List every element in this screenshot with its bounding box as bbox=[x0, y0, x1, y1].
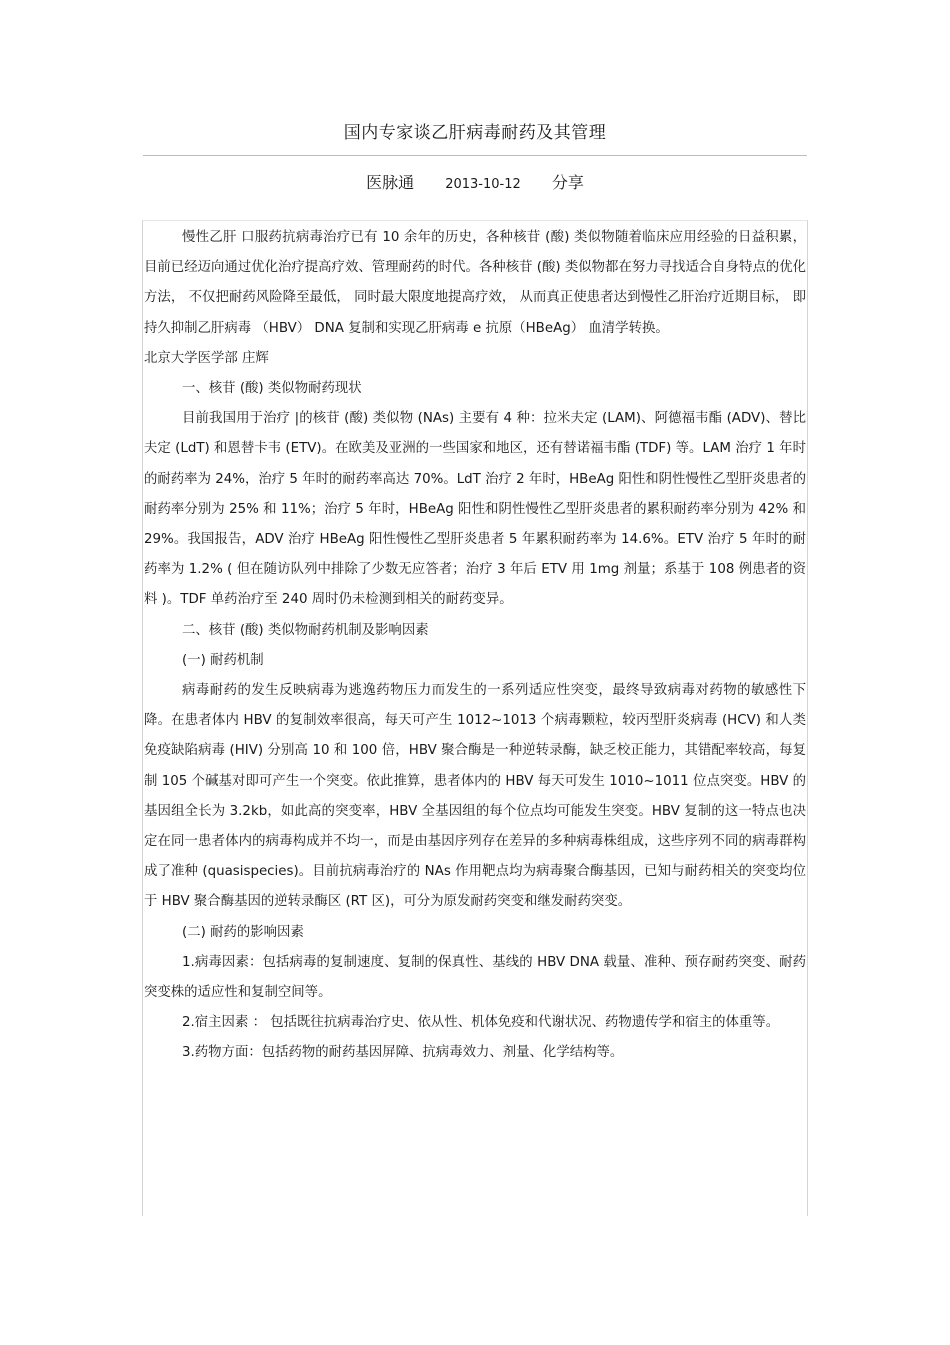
factor-host: 2.宿主因素 ： 包括既往抗病毒治疗史、依从性、机体免疫和代谢状况、药物遗传学和宿主的体重等。 bbox=[182, 1015, 780, 1031]
author-line: 北京大学医学部 庄辉 bbox=[144, 350, 269, 366]
publish-date: 2013-10-12 bbox=[445, 177, 521, 192]
section-heading-2: 二、核苷 (酸) 类似物耐药机制及影响因素 bbox=[182, 622, 429, 638]
resistance-status-paragraph: 目前我国用于治疗 |的核苷 (酸) 类似物 (NAs) 主要有 4 种：拉米夫定 (LAM)、阿德福韦酯 (ADV)、替比夫定 (LdT) 和恩替卡韦 (ETV)。在欧美及亚洲的一些国家和地区，还有替诺福韦酯 (TDF) 等。LAM 治疗 1 年时的耐药率为 24%，治疗 5 年时的耐药率高达 70%。LdT 治疗 2 年时，HBeAg 阳性和阴性慢性乙型肝炎患者的耐药率分别为 25% 和 11%；治疗 5 年时，HBeAg 阳性和阴性慢性乙型肝炎患者的累积耐药率分别为 42% 和 29%。我国报告，ADV 治疗 HBeAg 阳性慢性乙型肝炎患者 5 年累积耐药率为 14.6%。ETV 治疗 5 年时的耐药率为 1.2% ( 但在随访队列中排除了少数无应答者；治疗 3 年后 ETV 用 1mg 剂量；系基于 108 例患者的资料 )。TDF 单药治疗至 240 周时仍未检测到相关的耐药变异。 bbox=[144, 411, 806, 608]
subsection-heading-factors: (二) 耐药的影响因素 bbox=[182, 924, 304, 940]
section-heading-1: 一、核苷 (酸) 类似物耐药现状 bbox=[182, 381, 362, 397]
intro-paragraph: 慢性乙肝 口服药抗病毒治疗已有 10 余年的历史，各种核苷 (酸) 类似物随着临床应用经验的日益积累，目前已经迈向通过优化治疗提高疗效、管理耐药的时代。各种核苷 (酸) 类似物都在努力寻找适合自身特点的优化方法， 不仅把耐药风险降至最低， 同时最大限度地提高疗效， 从而真正使患者达到慢性乙肝治疗近期目标， 即持久抑制乙肝病毒 （HBV） DNA 复制和实现乙肝病毒 e 抗原（HBeAg） 血清学转换。 bbox=[144, 230, 806, 336]
subsection-heading-mechanism: (一) 耐药机制 bbox=[182, 652, 264, 668]
share-link[interactable]: 分享 bbox=[551, 173, 584, 192]
article-meta bbox=[0, 170, 950, 193]
title-divider bbox=[143, 155, 807, 156]
mechanism-paragraph: 病毒耐药的发生反映病毒为逃逸药物压力而发生的一系列适应性突变，最终导致病毒对药物的敏感性下降。在患者体内 HBV 的复制效率很高，每天可产生 1012~1013 个病毒颗粒，较丙型肝炎病毒 (HCV) 和人类免疫缺陷病毒 (HIV) 分别高 10 和 100 倍，HBV 聚合酶是一种逆转录酶，缺乏校正能力，其错配率较高，每复制 105 个碱基对即可产生一个突变。依此推算，患者体内的 HBV 每天可发生 1010~1011 位点突变。HBV 的基因组全长为 3.2kb，如此高的突变率，HBV 全基因组的每个位点均可能发生突变。HBV 复制的这一特点也决定在同一患者体内的病毒构成并不均一，而是由基因序列存在差异的多种病毒株组成，这些序列不同的病毒群构成了准种 (quasispecies)。目前抗病毒治疗的 NAs 作用靶点均为病毒聚合酶基因，已知与耐药相关的突变均位于 HBV 聚合酶基因的逆转录酶区 (RT 区)，可分为原发耐药突变和继发耐药突变。 bbox=[144, 683, 806, 910]
article-title: 国内专家谈乙肝病毒耐药及其管理 bbox=[343, 123, 607, 143]
factor-drug: 3.药物方面：包括药物的耐药基因屏障、抗病毒效力、剂量、化学结构等。 bbox=[182, 1045, 624, 1061]
factor-virus: 1.病毒因素：包括病毒的复制速度、复制的保真性、基线的 HBV DNA 载量、准种、预存耐药突变、耐药突变株的适应性和复制空间等。 bbox=[144, 954, 806, 1001]
article-body bbox=[144, 223, 806, 1069]
source-label: 医脉通 bbox=[366, 173, 415, 192]
